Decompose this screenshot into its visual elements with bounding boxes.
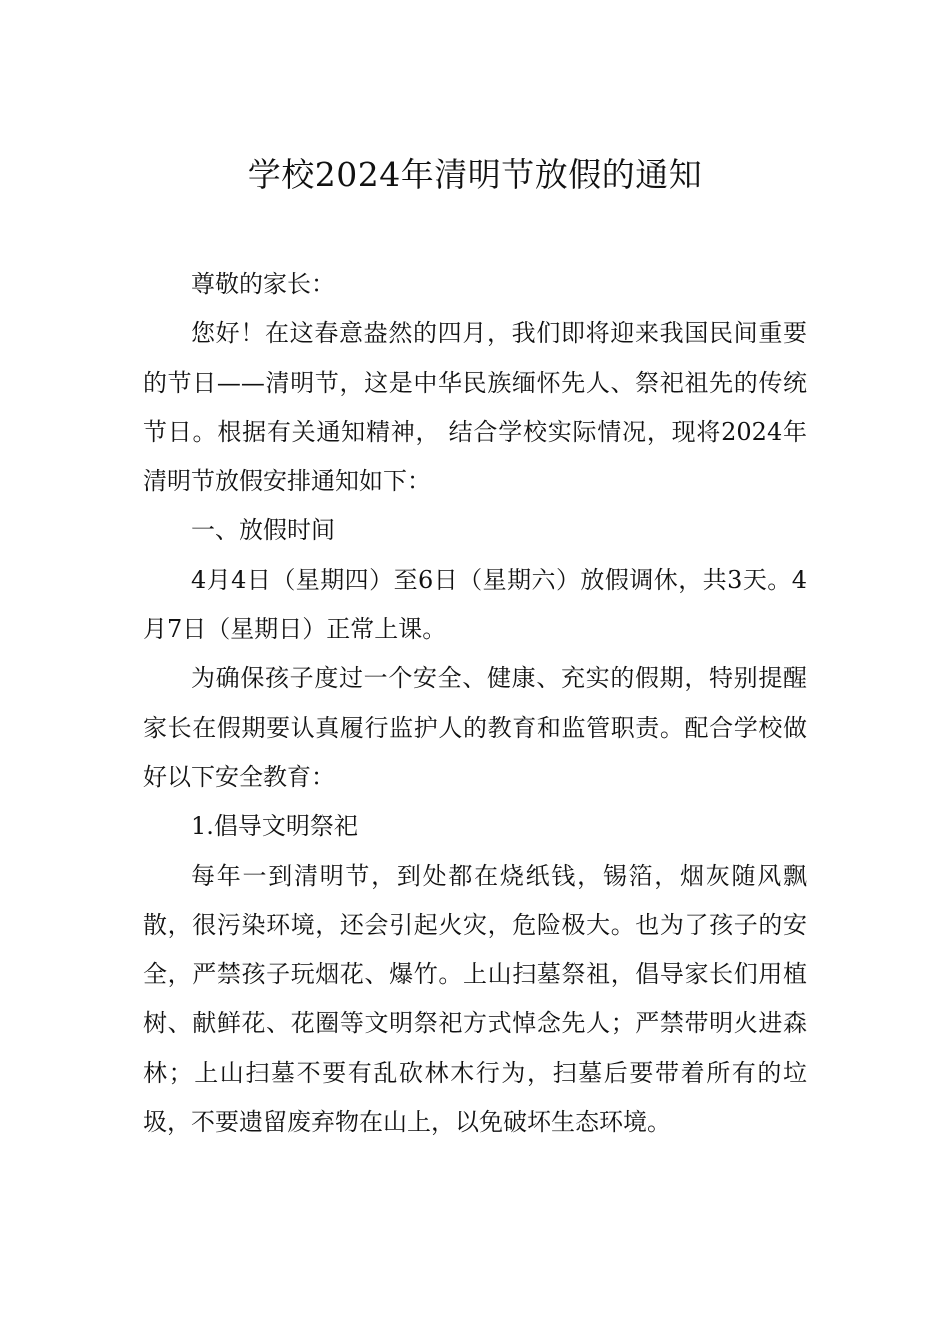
holiday-dates-paragraph: 4月4日（星期四）至6日（星期六）放假调休，共3天。4月7日（星期日）正常上课。: [143, 565, 807, 644]
document-body: [143, 260, 807, 1147]
civilized-sacrifice-paragraph: 每年一到清明节，到处都在烧纸钱，锡箔，烟灰随风飘散，很污染环境，还会引起火灾，危险极大。也为了孩子的安全，严禁孩子玩烟花、爆竹。上山扫墓祭祖，倡导家长们用植树、献鲜花、花圈等文明祭祀方式悼念先人；严禁带明火进森林；上山扫墓不要有乱砍林木行为，扫墓后要带着所有的垃圾，不要遗留废弃物在山上，以免破坏生态环境。: [143, 861, 807, 1137]
intro-paragraph: 您好！在这春意盎然的四月，我们即将迎来我国民间重要的节日——清明节，这是中华民族缅怀先人、祭祀祖先的传统节日。根据有关通知精神， 结合学校实际情况，现将2024年清明节放假安排通知如下：: [143, 319, 807, 496]
subsection-heading-civilized-sacrifice: 1.倡导文明祭祀: [191, 812, 358, 841]
safety-reminder-paragraph: 为确保孩子度过一个安全、健康、充实的假期，特别提醒家长在假期要认真履行监护人的教育和监管职责。配合学校做好以下安全教育：: [143, 664, 807, 791]
section-heading-holiday-time: 一、放假时间: [191, 516, 335, 545]
document-title: 学校2024年清明节放假的通知: [247, 155, 703, 194]
salutation: 尊敬的家长：: [191, 270, 335, 298]
